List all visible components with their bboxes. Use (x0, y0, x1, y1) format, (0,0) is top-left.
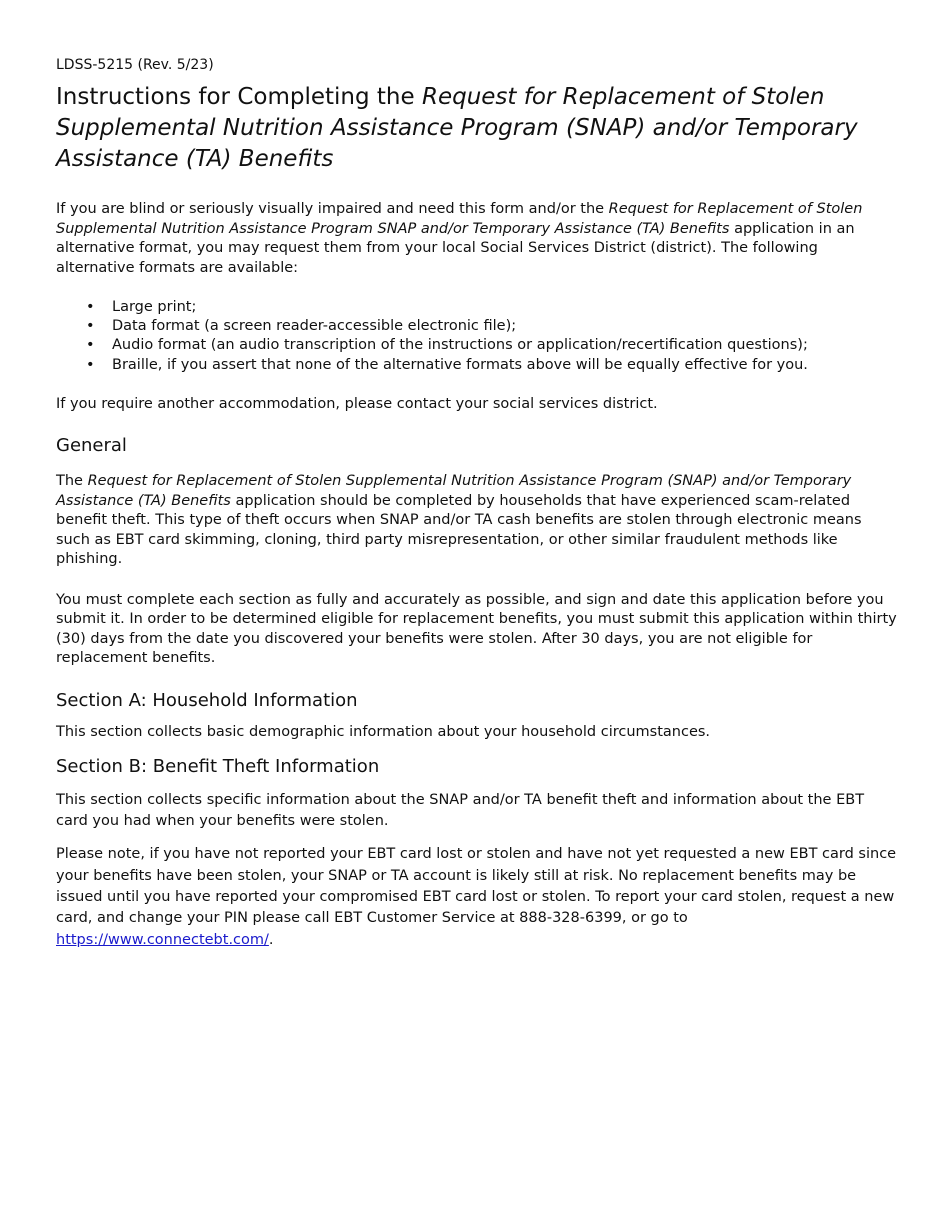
accommodation-paragraph: If you require another accommodation, please contact your social services district. (56, 395, 658, 412)
list-item-text: Data format (a screen reader-accessible electronic file); (112, 318, 517, 335)
title-lead: Instructions for Completing the (56, 84, 422, 110)
general-paragraph-2: You must complete each section as fully and accurately as possible, and sign and date this application before you submit it. In order to be determined eligible for replacement benefits, you must submit this application within thirty (30) days from the date you discovered your benefits were stolen. After 30 days, you are not eligible for replacement benefits. (56, 591, 897, 667)
section-b-p2-suffix: . (268, 931, 274, 948)
connectebt-link[interactable]: https://www.connectebt.com/ (56, 931, 269, 948)
bullet-icon: • (86, 299, 95, 315)
list-item-text: Large print; (112, 299, 197, 315)
intro-text-2: application in an alternative format, you may request them from your local Social Services District (district). The following alternative formats are available: (56, 220, 855, 276)
list-item-text: Audio format (an audio transcription of the instructions or application/recertification questions); (112, 337, 808, 354)
list-item (56, 317, 898, 336)
section-a-paragraph: This section collects basic demographic information about your household circumstances. (56, 723, 711, 740)
bullet-icon: • (86, 337, 95, 354)
alternative-formats-list (56, 298, 898, 375)
intro-text-1: If you are blind or seriously visually impaired and need this form and/or the (56, 201, 609, 217)
section-b-paragraph-1: This section collects specific information about the SNAP and/or TA benefit theft and information about the EBT card you had when your benefits were stolen. (56, 792, 865, 830)
general-paragraph-1 (56, 472, 898, 570)
list-item (56, 356, 898, 375)
section-b-heading: Section B: Benefit Theft Information (56, 756, 380, 778)
document-page (56, 56, 898, 951)
general-p1-form-name: Request for Replacement of Stolen Supplemental Nutrition Assistance Program (SNAP) and/or Temporary Assistance (TA) Benefits (56, 473, 852, 509)
intro-form-name: Request for Replacement of Stolen Supplemental Nutrition Assistance Program SNAP and/or Temporary Assistance (TA) Benefits (56, 201, 863, 237)
list-item (56, 336, 898, 355)
intro-paragraph (56, 200, 898, 278)
section-b-paragraph-2 (56, 844, 898, 950)
section-a-heading: Section A: Household Information (56, 689, 358, 711)
general-p1-lead: The (56, 473, 88, 490)
bullet-icon: • (86, 356, 95, 373)
general-heading: General (56, 435, 127, 457)
document-title (56, 82, 898, 175)
list-item-text: Braille, if you assert that none of the alternative formats above will be equally effective for you. (112, 356, 808, 373)
form-id: LDSS-5215 (Rev. 5/23) (56, 57, 214, 73)
title-form-name: Request for Replacement of Stolen Supplemental Nutrition Assistance Program (SNAP) and/or Temporary Assistance (TA) Benefits (56, 84, 858, 172)
list-item (56, 298, 898, 317)
general-p1-rest: application should be completed by households that have experienced scam-related benefit theft. This type of theft occurs when SNAP and/or TA cash benefits are stolen through electronic means such as EBT card skimming, cloning, third party misrepresentation, or other similar fraudulent methods like phishing. (56, 492, 862, 568)
section-b-p2-text: Please note, if you have not reported your EBT card lost or stolen and have not yet requested a new EBT card since your benefits have been stolen, your SNAP or TA account is likely still at risk. No replacement benefits may be issued until you have reported your compromised EBT card lost or stolen. To report your card stolen, request a new card, and change your PIN please call EBT Customer Service at 888-328-6399, or go to (56, 846, 897, 927)
bullet-icon: • (86, 318, 95, 335)
